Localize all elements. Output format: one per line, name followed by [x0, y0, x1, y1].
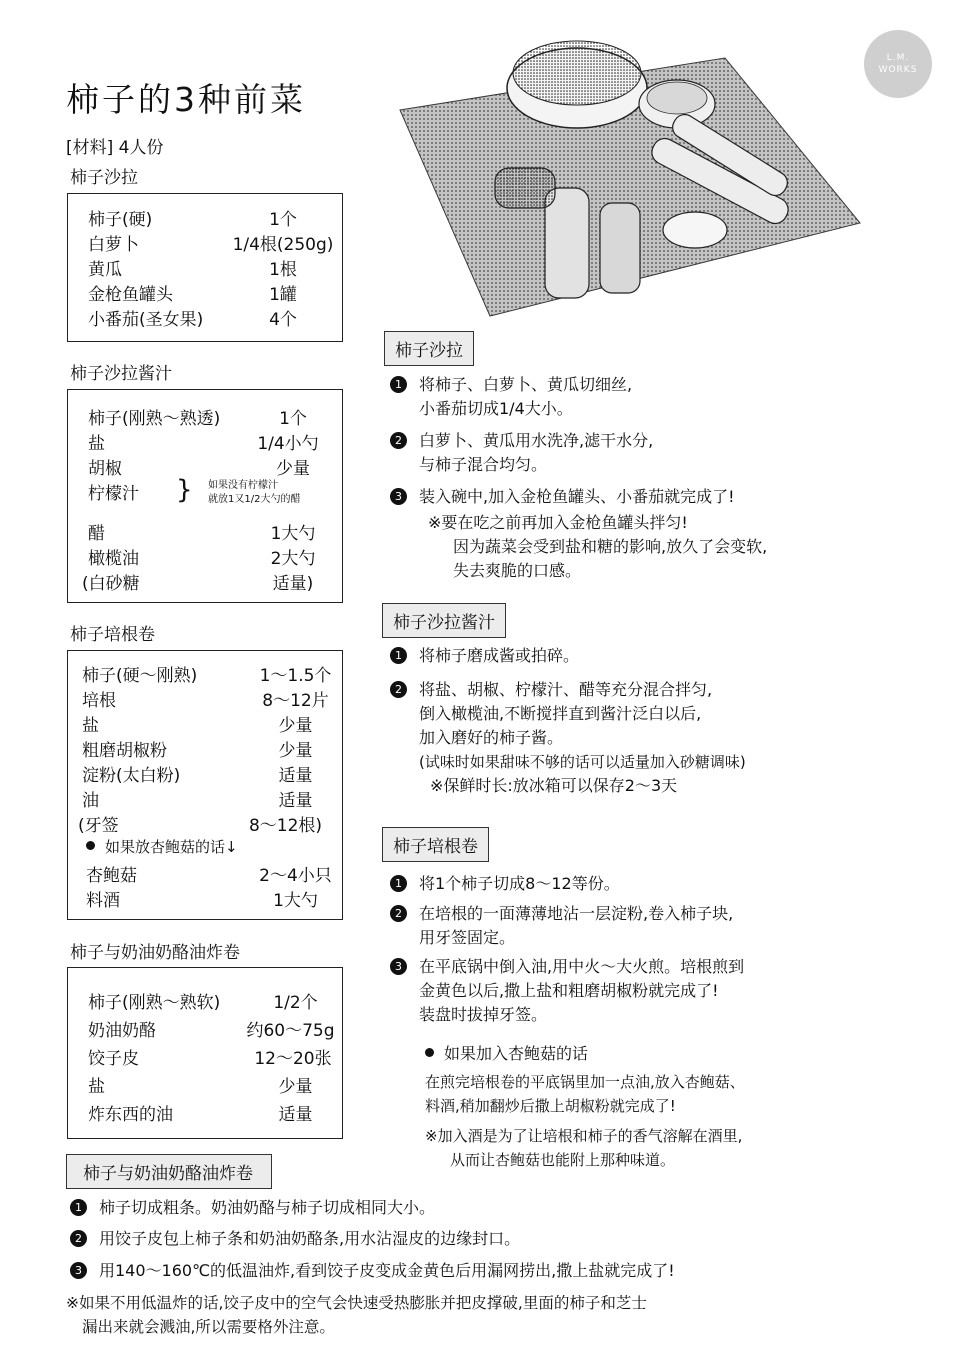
ingredient-amount: 2大勺 [270, 549, 316, 569]
ingredient-amount: 适量 [278, 766, 313, 786]
step-text: 与柿子混合均匀。 [419, 455, 548, 474]
step-text: 将柿子、白萝卜、黄瓜切细丝, [419, 375, 633, 394]
ingredient-box-fried [67, 967, 343, 1139]
ingredient-amount: 1根 [269, 260, 297, 280]
note-text: 因为蔬菜会受到盐和糖的影响,放久了会变软, [453, 537, 768, 556]
method-heading-fried: 柿子与奶油奶酪油炸卷 [66, 1154, 272, 1189]
ingredient-amount: 12～20张 [254, 1049, 332, 1069]
ingredient-amount: 4个 [269, 310, 297, 330]
ingredient-name: 柠檬汁 [88, 484, 139, 504]
step-number-icon: 2 [70, 1230, 87, 1247]
step-number-icon: 1 [390, 376, 407, 393]
ingredient-heading-bacon: 柿子培根卷 [70, 625, 155, 645]
step-text: ※保鲜时长:放冰箱可以保存2～3天 [430, 776, 678, 795]
bullet-icon [86, 841, 95, 850]
ingredient-name: 小番茄(圣女果) [88, 310, 204, 330]
brace-icon: } [176, 475, 193, 505]
ingredient-row [68, 886, 342, 911]
dish-illustration [395, 18, 865, 318]
ingredient-amount: 适量 [278, 791, 313, 811]
method-step [390, 955, 744, 1027]
ingredient-name: 金枪鱼罐头 [88, 285, 173, 305]
ingredient-amount: 1～1.5个 [259, 666, 332, 686]
ingredient-name: 培根 [82, 691, 116, 711]
ingredient-amount: 适量) [272, 574, 314, 594]
ingredient-row [68, 711, 342, 736]
ingredient-name: 淀粉(太白粉) [82, 766, 181, 786]
method-step [390, 429, 653, 477]
ingredient-name: 炸东西的油 [88, 1105, 173, 1125]
ingredient-row [68, 736, 342, 761]
ingredient-row [68, 230, 342, 255]
ingredient-name: 白萝卜 [88, 235, 139, 255]
step-text: 白萝卜、黄瓜用水洗净,滤干水分, [419, 431, 654, 450]
bullet-icon [425, 1048, 434, 1057]
ingredient-name: 料酒 [86, 891, 120, 911]
ingredient-row [68, 1044, 342, 1072]
ingredient-name: 盐 [82, 716, 99, 736]
ingredient-row [68, 761, 342, 786]
method-step [390, 902, 733, 950]
works-logo [864, 30, 932, 98]
method-sub-text [425, 1070, 745, 1118]
ingredient-box-dressing [67, 389, 343, 603]
step-number-icon: 1 [390, 647, 407, 664]
step-number-icon: 3 [70, 1262, 87, 1279]
ingredient-row [68, 1072, 342, 1100]
ingredient-amount: 1个 [279, 409, 307, 429]
ingredient-amount: 1大勺 [270, 524, 316, 544]
bracket-note-1: 如果没有柠檬汁 [208, 480, 278, 491]
ingredient-row [68, 429, 342, 454]
step-text: 用饺子皮包上柿子条和奶油奶酪条,用水沾湿皮的边缘封口。 [99, 1229, 521, 1248]
sub-text: 料酒,稍加翻炒后撒上胡椒粉就完成了! [425, 1097, 676, 1115]
ingredient-amount: 少量 [278, 716, 313, 736]
ingredient-name: 柿子(刚熟～熟透) [88, 409, 221, 429]
ingredient-sub-note [68, 836, 342, 861]
ingredient-row [68, 811, 342, 836]
ingredient-name: 饺子皮 [88, 1049, 139, 1069]
note-text: ※加入酒是为了让培根和柿子的香气溶解在酒里, [425, 1127, 743, 1145]
ingredient-row [68, 661, 342, 686]
step-text: 用140～160℃的低温油炸,看到饺子皮变成金黄色后用漏网捞出,撒上盐就完成了! [99, 1261, 675, 1280]
sub-note-text: 如果放杏鲍菇的话↓ [105, 838, 238, 856]
ingredient-amount: 1/2个 [273, 993, 318, 1013]
step-number-icon: 1 [70, 1199, 87, 1216]
step-text: (试味时如果甜味不够的话可以适量加入砂糖调味) [419, 753, 746, 771]
ingredient-heading-salad: 柿子沙拉 [70, 168, 138, 188]
note-text: ※要在吃之前再加入金枪鱼罐头拌匀! [428, 513, 688, 532]
step-number-icon: 2 [390, 905, 407, 922]
ingredient-name: 橄榄油 [88, 549, 139, 569]
ingredient-amount: 少量 [278, 741, 313, 761]
ingredient-name: 盐 [88, 434, 105, 454]
ingredient-amount: 1个 [269, 210, 297, 230]
logo-line-1: L.M. [886, 53, 910, 63]
method-note [425, 1124, 742, 1172]
step-text: 在培根的一面薄薄地沾一层淀粉,卷入柿子块, [419, 904, 734, 923]
sub-heading-text: 如果加入杏鲍菇的话 [444, 1044, 589, 1063]
method-step [390, 373, 632, 421]
ingredient-row [68, 861, 342, 886]
bracket-note-2: 就放1又1/2大勺的醋 [208, 494, 301, 505]
ingredient-name: 盐 [88, 1077, 105, 1097]
ingredient-row [68, 454, 342, 479]
step-text: 柿子切成粗条。奶油奶酪与柿子切成相同大小。 [99, 1198, 436, 1217]
method-step [390, 485, 735, 509]
step-text: 在平底锅中倒入油,用中火～大火煎。培根煎到 [419, 957, 745, 976]
step-number-icon: 2 [390, 432, 407, 449]
ingredient-name: 柿子(硬) [88, 210, 153, 230]
method-heading-salad: 柿子沙拉 [384, 331, 474, 366]
method-step [390, 678, 746, 798]
ingredient-name: 柿子(刚熟～熟软) [88, 993, 221, 1013]
page-title: 柿子的3种前菜 [66, 80, 306, 119]
ingredient-heading-dressing: 柿子沙拉酱汁 [70, 364, 172, 384]
ingredient-name: 奶油奶酪 [88, 1021, 156, 1041]
ingredient-name: 柿子(硬～刚熟) [82, 666, 198, 686]
step-text: 倒入橄榄油,不断搅拌直到酱汁泛白以后, [419, 704, 702, 723]
method-step [70, 1196, 435, 1220]
ingredient-name: 油 [82, 791, 99, 811]
step-number-icon: 3 [390, 958, 407, 975]
ingredient-row [68, 305, 342, 330]
ingredient-row [68, 255, 342, 280]
ingredient-row [68, 1100, 342, 1128]
ingredient-amount: 少量 [276, 459, 310, 479]
note-text: 从而让杏鲍菇也能附上那种味道。 [450, 1151, 676, 1169]
ingredient-heading-fried: 柿子与奶油奶酪油炸卷 [70, 943, 240, 963]
ingredient-amount: 1大勺 [273, 891, 318, 911]
step-text: 装盘时拔掉牙签。 [419, 1005, 548, 1024]
ingredient-amount: 2～4小只 [259, 866, 332, 886]
step-text: 将1个柿子切成8～12等份。 [419, 874, 620, 893]
ingredient-name: 醋 [88, 524, 105, 544]
step-number-icon: 3 [390, 488, 407, 505]
note-text: 漏出来就会溅油,所以需要格外注意。 [82, 1318, 335, 1336]
logo-line-2: WORKS [878, 65, 918, 75]
method-note [66, 1291, 647, 1339]
ingredient-name: 黄瓜 [88, 260, 122, 280]
ingredient-name: 胡椒 [88, 459, 122, 479]
sub-text: 在煎完培根卷的平底锅里加一点油,放入杏鲍菇、 [425, 1073, 745, 1091]
ingredient-amount: 少量 [278, 1077, 313, 1097]
step-number-icon: 2 [390, 681, 407, 698]
materials-label: [材料] 4人份 [66, 138, 164, 158]
ingredient-row [68, 544, 342, 569]
step-text: 金黄色以后,撒上盐和粗磨胡椒粉就完成了! [419, 981, 719, 1000]
ingredient-amount: 1罐 [269, 285, 297, 305]
ingredient-amount: 约60～75g [246, 1021, 335, 1041]
method-step [70, 1227, 520, 1251]
ingredient-row [68, 519, 342, 544]
ingredient-amount: 8～12根) [248, 816, 323, 836]
ingredient-box-salad [67, 193, 343, 342]
ingredient-row [68, 1016, 342, 1044]
method-heading-bacon: 柿子培根卷 [382, 827, 489, 862]
ingredient-amount: 适量 [278, 1105, 313, 1125]
ingredient-row [68, 686, 342, 711]
ingredient-row [68, 404, 342, 429]
ingredient-name: (白砂糖 [82, 574, 140, 594]
step-text: 加入磨好的柿子酱。 [419, 728, 564, 747]
ingredient-row [68, 786, 342, 811]
note-text: 失去爽脆的口感。 [453, 561, 582, 580]
step-text: 将柿子磨成酱或拍碎。 [419, 646, 580, 665]
ingredient-row [68, 205, 342, 230]
ingredient-row [68, 569, 342, 594]
ingredient-row [68, 280, 342, 305]
ingredient-amount: 1/4根(250g) [232, 235, 334, 255]
method-step [390, 644, 579, 668]
method-sub-heading [425, 1042, 588, 1066]
method-step [390, 872, 620, 896]
ingredient-row [68, 988, 342, 1016]
ingredient-name: 杏鲍菇 [86, 866, 137, 886]
method-step [70, 1259, 675, 1283]
note-text: ※如果不用低温炸的话,饺子皮中的空气会快速受热膨胀并把皮撑破,里面的柿子和芝士 [66, 1294, 647, 1312]
step-text: 用牙签固定。 [419, 928, 516, 947]
ingredient-box-bacon [67, 650, 343, 920]
method-heading-dressing: 柿子沙拉酱汁 [382, 603, 506, 638]
ingredient-amount: 1/4小勺 [257, 434, 319, 454]
ingredient-name: (牙签 [78, 816, 119, 836]
step-number-icon: 1 [390, 875, 407, 892]
method-note [428, 511, 767, 583]
ingredient-row [68, 475, 342, 519]
step-text: 小番茄切成1/4大小。 [419, 399, 573, 418]
ingredient-amount: 8～12片 [262, 691, 329, 711]
step-text: 将盐、胡椒、柠檬汁、醋等充分混合拌匀, [419, 680, 713, 699]
step-text: 装入碗中,加入金枪鱼罐头、小番茄就完成了! [419, 487, 735, 506]
ingredient-name: 粗磨胡椒粉 [82, 741, 167, 761]
